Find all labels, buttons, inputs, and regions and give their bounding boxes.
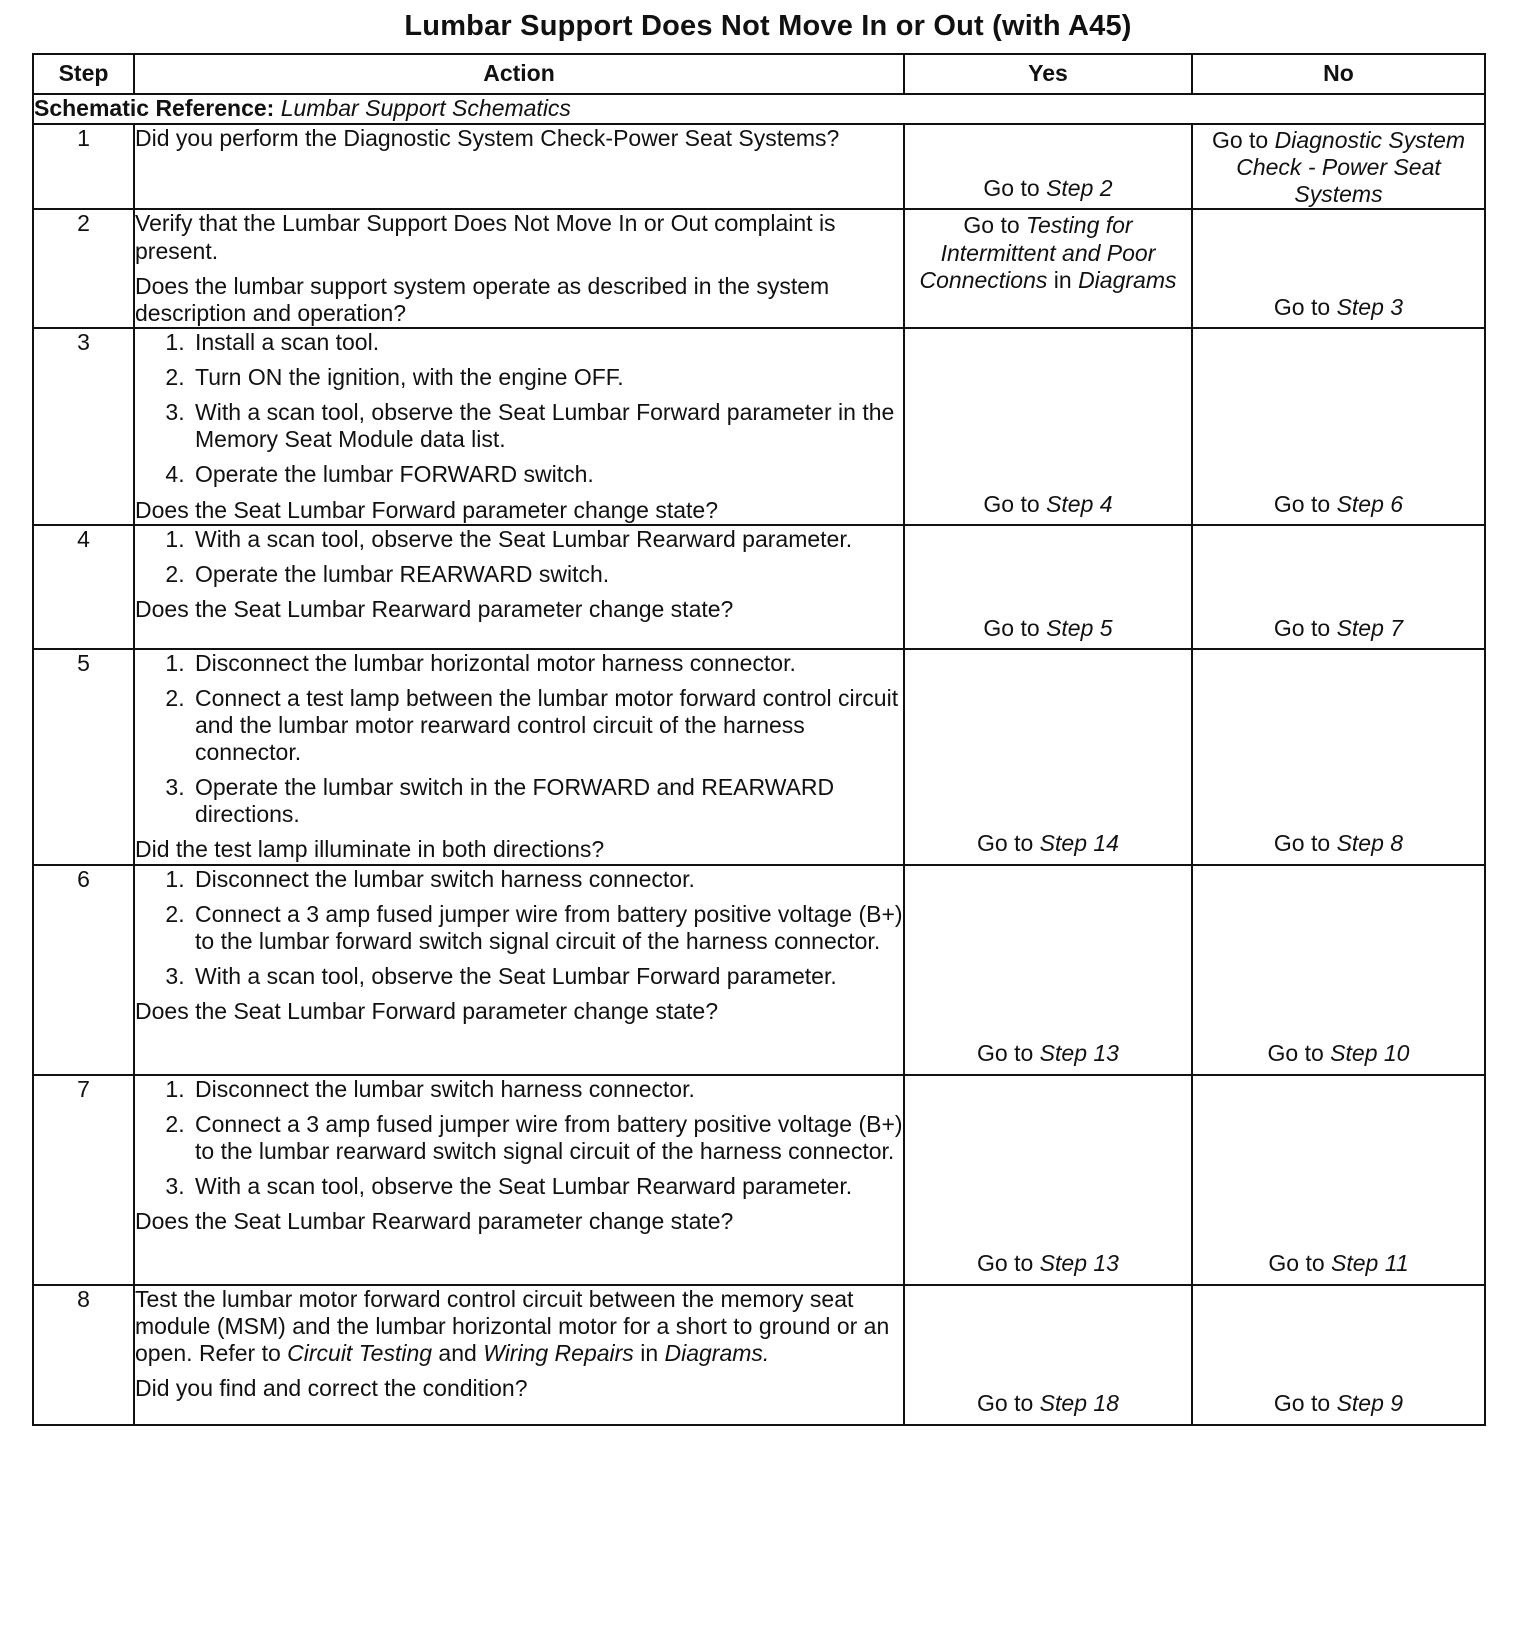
action-question: Did the test lamp illuminate in both directions? (135, 836, 605, 863)
action-question: Does the Seat Lumbar Forward parameter change state? (135, 998, 718, 1024)
goto-target-link[interactable]: Diagrams (1078, 266, 1177, 293)
action-steps-list (135, 1076, 903, 1201)
goto-prefix: Go to (1211, 127, 1269, 153)
action-question: Does the lumbar support system operate as described in the system description and operation? (135, 272, 830, 326)
yes-cell (904, 649, 1192, 865)
goto-target-link[interactable]: Step 8 (1336, 830, 1404, 857)
action-steps-list (135, 329, 903, 489)
goto-target-link[interactable]: Testing for Intermittent and Poor Connections (919, 212, 1156, 293)
action-question: Did you find and correct the condition? (135, 1374, 528, 1401)
step-number: 6 (33, 865, 134, 1075)
yes-result (905, 175, 1191, 202)
action-question: Does the Seat Lumbar Forward parameter change state? (135, 496, 718, 523)
table-row (33, 1075, 1485, 1285)
yes-result (905, 830, 1191, 857)
action-intro (135, 1286, 903, 1367)
reference-link[interactable]: Diagrams. (664, 1339, 770, 1366)
action-step-item: 3. With a scan tool, observe the Seat Lumbar Forward parameter in the Memory Seat Module data list. (191, 399, 903, 453)
action-cell (134, 525, 904, 649)
action-step-item: 1. With a scan tool, observe the Seat Lumbar Rearward parameter. (191, 526, 903, 553)
goto-prefix: Go to (983, 614, 1040, 641)
header-no: No (1192, 54, 1485, 94)
table-row (33, 649, 1485, 865)
yes-result (905, 491, 1191, 518)
no-cell (1192, 328, 1485, 525)
no-result (1193, 294, 1484, 321)
step-number: 8 (33, 1285, 134, 1425)
goto-prefix: Go to (1273, 490, 1331, 517)
table-row (33, 865, 1485, 1075)
no-cell (1192, 1075, 1485, 1285)
action-cell (134, 124, 904, 209)
diagnostic-table (32, 53, 1486, 1426)
action-question: Does the Seat Lumbar Rearward parameter change state? (135, 1208, 734, 1234)
action-step-item: 1. Install a scan tool. (191, 329, 903, 356)
step-number: 5 (33, 649, 134, 865)
action-cell (134, 865, 904, 1075)
step-number: 4 (33, 525, 134, 649)
goto-target-link[interactable]: Step 10 (1330, 1040, 1410, 1067)
goto-target-link[interactable]: Step 13 (1039, 1040, 1119, 1067)
goto-connector: in (1053, 266, 1072, 293)
no-result (1193, 615, 1484, 642)
action-step-item: 2. Connect a 3 amp fused jumper wire from battery positive voltage (B+) to the lumbar forward switch signal circuit of the harness connector. (191, 901, 903, 955)
step-number: 1 (33, 124, 134, 209)
schematic-reference (33, 94, 1485, 124)
action-step-item: 3. With a scan tool, observe the Seat Lumbar Forward parameter. (191, 963, 903, 990)
action-step-item: 1. Disconnect the lumbar horizontal motor harness connector. (191, 650, 903, 677)
no-result (1193, 491, 1484, 518)
header-row (33, 54, 1485, 94)
action-steps-list (135, 650, 903, 829)
goto-prefix: Go to (977, 1390, 1034, 1417)
goto-prefix: Go to (1268, 1250, 1325, 1277)
yes-result (905, 210, 1191, 293)
yes-result (905, 1040, 1191, 1067)
goto-prefix: Go to (983, 490, 1040, 517)
no-cell (1192, 124, 1485, 209)
yes-cell (904, 525, 1192, 649)
goto-target-link[interactable]: Step 6 (1336, 490, 1404, 517)
no-cell (1192, 209, 1485, 328)
goto-target-link[interactable]: Step 9 (1336, 1390, 1404, 1417)
yes-result (905, 1390, 1191, 1417)
header-step: Step (33, 54, 134, 94)
no-cell (1192, 649, 1485, 865)
step-number: 2 (33, 209, 134, 328)
no-result (1193, 125, 1484, 208)
no-cell (1192, 525, 1485, 649)
yes-cell (904, 328, 1192, 525)
goto-target-link[interactable]: Step 3 (1336, 293, 1404, 320)
action-step-item: 1. Disconnect the lumbar switch harness connector. (191, 1076, 903, 1103)
no-result (1193, 1040, 1484, 1067)
action-cell (134, 1075, 904, 1285)
table-row (33, 525, 1485, 649)
table-row (33, 124, 1485, 209)
action-cell (134, 1285, 904, 1425)
action-cell (134, 209, 904, 328)
header-yes: Yes (904, 54, 1192, 94)
goto-prefix: Go to (1273, 614, 1331, 641)
goto-prefix: Go to (977, 1040, 1034, 1067)
step-number: 7 (33, 1075, 134, 1285)
action-step-item: 3. With a scan tool, observe the Seat Lumbar Rearward parameter. (191, 1173, 903, 1200)
goto-prefix: Go to (977, 1250, 1034, 1277)
action-step-item: 1. Disconnect the lumbar switch harness connector. (191, 866, 903, 893)
action-text: in (633, 1339, 665, 1366)
action-step-item: 3. Operate the lumbar switch in the FORWARD and REARWARD directions. (191, 774, 903, 828)
goto-target-link[interactable]: Step 5 (1046, 614, 1113, 641)
action-question: Does the Seat Lumbar Rearward parameter change state? (135, 595, 734, 622)
yes-cell (904, 1075, 1192, 1285)
yes-cell (904, 865, 1192, 1075)
action-text: Test the lumbar motor forward control circuit between the memory seat module (MSM) and the lumbar horizontal motor for a short to ground or an open. Refer to (135, 1285, 890, 1366)
goto-target-link[interactable]: Step 7 (1336, 614, 1404, 641)
table-row (33, 209, 1485, 328)
action-cell (134, 328, 904, 525)
goto-target-link[interactable]: Step 18 (1039, 1390, 1119, 1417)
header-action: Action (134, 54, 904, 94)
table-row (33, 328, 1485, 525)
step-number: 3 (33, 328, 134, 525)
action-step-item: 4. Operate the lumbar FORWARD switch. (191, 461, 903, 488)
goto-target-link[interactable]: Step 14 (1039, 830, 1119, 857)
goto-target-link[interactable]: Step 13 (1039, 1250, 1119, 1277)
action-intro: Verify that the Lumbar Support Does Not Move In or Out complaint is present. (135, 210, 836, 264)
reference-link[interactable]: Circuit Testing (287, 1339, 433, 1366)
no-result (1193, 1390, 1484, 1417)
goto-target-link[interactable]: Step 11 (1331, 1250, 1409, 1277)
yes-cell (904, 209, 1192, 328)
table-row (33, 1285, 1485, 1425)
action-step-item: 2. Operate the lumbar REARWARD switch. (191, 561, 903, 588)
schematic-row (33, 94, 1485, 124)
action-steps-list (135, 866, 903, 991)
no-result (1193, 1250, 1484, 1277)
no-cell (1192, 1285, 1485, 1425)
yes-cell (904, 1285, 1192, 1425)
yes-result (905, 615, 1191, 642)
yes-result (905, 1250, 1191, 1277)
action-steps-list (135, 526, 903, 588)
yes-cell (904, 124, 1192, 209)
action-step-item: 2. Connect a test lamp between the lumbar motor forward control circuit and the lumbar motor rearward control circuit of the harness connector. (191, 685, 903, 766)
goto-prefix: Go to (1273, 1390, 1331, 1417)
action-cell (134, 649, 904, 865)
action-intro: Did you perform the Diagnostic System Check-Power Seat Systems? (135, 125, 840, 151)
goto-target-link[interactable]: Step 2 (1046, 175, 1113, 202)
action-step-item: 2. Turn ON the ignition, with the engine OFF. (191, 364, 903, 391)
page-title: Lumbar Support Does Not Move In or Out (with A45) (404, 10, 1132, 42)
goto-prefix: Go to (1267, 1040, 1324, 1067)
reference-link[interactable]: Wiring Repairs (483, 1339, 634, 1366)
schematic-label: Schematic Reference: (34, 95, 275, 121)
goto-prefix: Go to (1273, 293, 1331, 320)
goto-prefix: Go to (977, 830, 1034, 857)
goto-prefix: Go to (963, 212, 1020, 239)
no-result (1193, 830, 1484, 857)
action-step-item: 2. Connect a 3 amp fused jumper wire from battery positive voltage (B+) to the lumbar rearward switch signal circuit of the harness connector. (191, 1111, 903, 1165)
schematic-link[interactable]: Lumbar Support Schematics (280, 95, 571, 121)
goto-target-link[interactable]: Diagnostic System Check - Power Seat Systems (1236, 127, 1466, 208)
goto-prefix: Go to (983, 175, 1040, 202)
no-cell (1192, 865, 1485, 1075)
goto-prefix: Go to (1273, 830, 1331, 857)
goto-target-link[interactable]: Step 4 (1046, 490, 1113, 517)
action-text: and (432, 1339, 484, 1366)
